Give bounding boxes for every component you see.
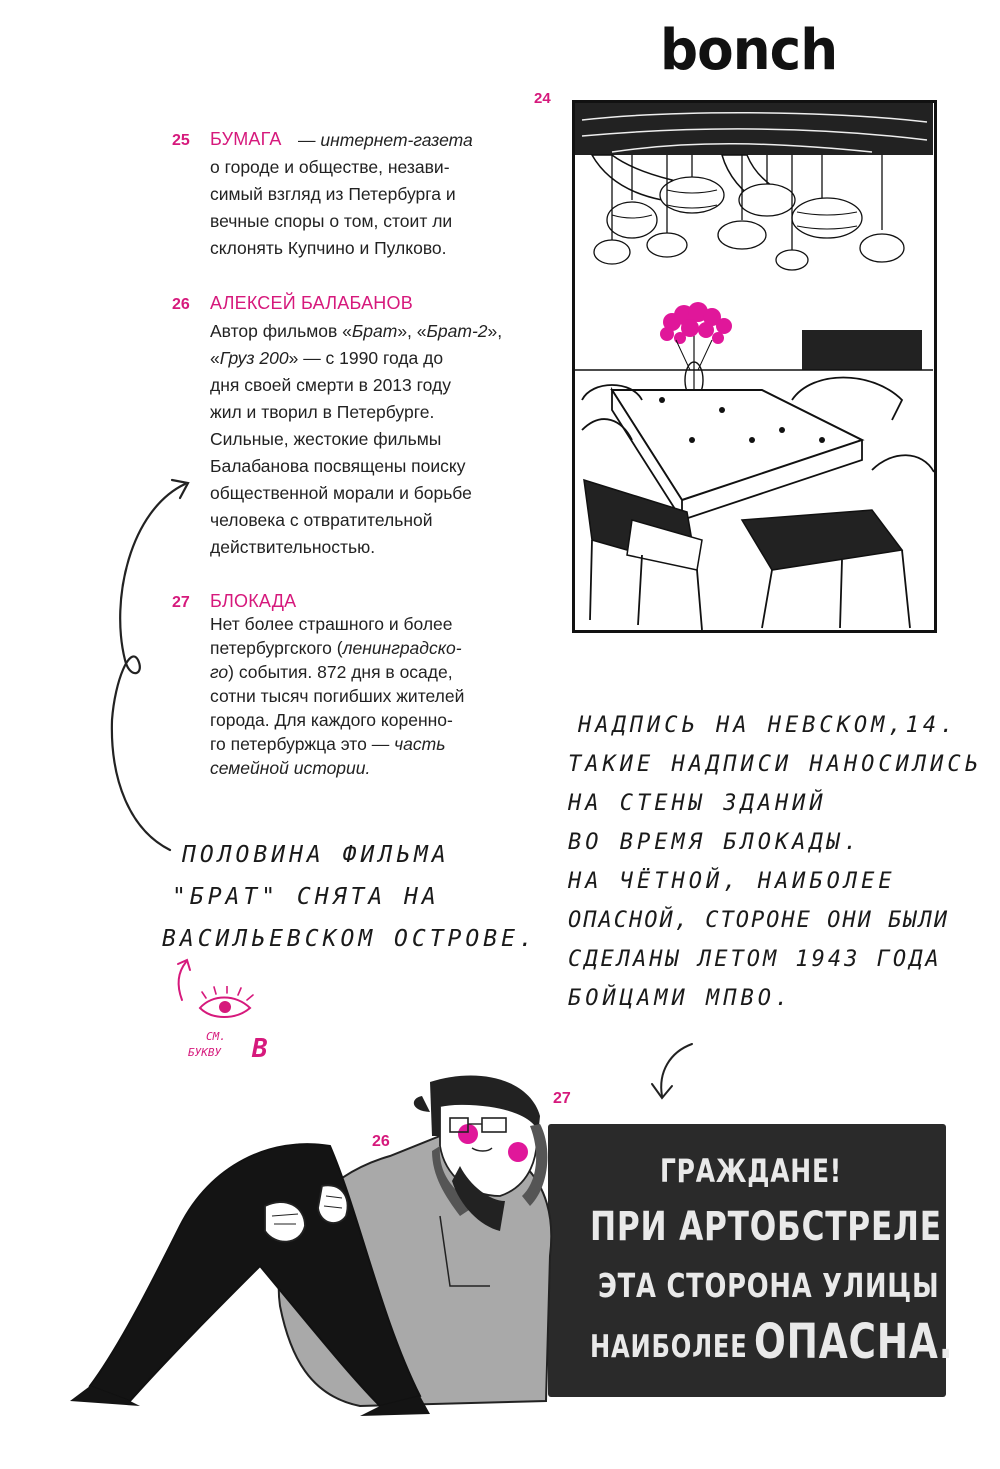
see-line2: БУКВУ (188, 1046, 222, 1059)
restaurant-interior-illustration (572, 100, 938, 634)
text-run: симый взгляд из Петербурга и (210, 184, 456, 204)
sign-line1: ГРАЖДАНЕ! (660, 1152, 842, 1190)
entry-number: 27 (172, 594, 190, 611)
body-line (210, 127, 502, 154)
note-line: ОПАСНОЙ, СТОРОНЕ ОНИ БЫЛИ (568, 908, 950, 933)
text-run: вечные споры о том, стоит ли (210, 211, 453, 231)
entry-heading: БУМАГА (210, 129, 282, 149)
text-run: города. Для каждого коренно- (210, 710, 453, 730)
text-run: Балабанова посвящены поиску (210, 456, 466, 476)
see-letter: В (252, 1034, 268, 1064)
note-line: БОЙЦАМИ МПВО. (568, 986, 793, 1011)
text-run: склонять Купчино и Пулково. (210, 238, 447, 258)
note-line: "БРАТ" СНЯТА НА (172, 884, 440, 910)
entry-body (210, 127, 502, 262)
sign-line2: ПРИ АРТОБСТРЕЛЕ (590, 1204, 942, 1250)
text-run: « (210, 348, 220, 368)
see-line1: СМ. (206, 1030, 226, 1043)
text-run: Нет более страшного и более (210, 614, 453, 634)
eye-icon (192, 986, 262, 1026)
down-arrow-icon (640, 1038, 700, 1108)
note-nevsky (568, 706, 982, 1018)
sign-line4a: НАИБОЛЕЕ (590, 1329, 748, 1365)
note-line: НА СТЕНЫ ЗДАНИЙ (568, 791, 827, 816)
text-run: ) события. 872 дня в осаде, (228, 662, 453, 682)
blockade-sign (548, 1124, 954, 1397)
body-line (210, 235, 502, 262)
marker-27: 27 (553, 1090, 571, 1107)
entry-heading: БЛОКАДА (210, 591, 297, 611)
italic-run: го (210, 662, 229, 682)
note-line: СДЕЛАНЫ ЛЕТОМ 1943 ГОДА (568, 947, 942, 972)
curved-arrow-icon (100, 470, 300, 870)
italic-run: Груз 200 (219, 348, 289, 368)
italic-run: интернет-газета (320, 130, 473, 150)
italic-run: Брат-2 (426, 321, 488, 341)
italic-run: семейной истории. (210, 758, 371, 778)
body-line (210, 318, 502, 345)
body-line (210, 154, 502, 181)
sign-line3: ЭТА СТОРОНА УЛИЦЫ (598, 1266, 940, 1305)
entry-heading: АЛЕКСЕЙ БАЛАБАНОВ (210, 293, 413, 313)
body-line (210, 372, 502, 399)
body-line (210, 208, 502, 235)
body-line (210, 399, 502, 426)
text-run: » — с 1990 года до (288, 348, 444, 368)
text-run: Автор фильмов « (210, 321, 352, 341)
note-line: ПОЛОВИНА ФИЛЬМА (182, 842, 450, 868)
text-run: го петербуржца это — (210, 734, 395, 754)
text-run: », (487, 321, 503, 341)
text-run: дня своей смерти в 2013 году (210, 375, 451, 395)
body-line (210, 181, 502, 208)
text-run: человека с отвратительной (210, 510, 433, 530)
italic-run: ленинградско- (342, 638, 462, 658)
note-line: ВО ВРЕМЯ БЛОКАДЫ. (568, 830, 862, 855)
italic-run: Брат (351, 321, 398, 341)
entry-number: 25 (172, 132, 190, 149)
entry-number: 26 (172, 296, 190, 313)
note-line: НА ЧЁТНОЙ, НАИБОЛЕЕ (568, 869, 896, 894)
body-line (210, 426, 502, 453)
text-run: общественной морали и борьбе (210, 483, 472, 503)
balabanov-illustration (60, 1056, 560, 1436)
note-line: ВАСИЛЬЕВСКОМ ОСТРОВЕ. (162, 926, 537, 952)
text-run: жил и творил в Петербурге. (210, 402, 435, 422)
note-line: ТАКИЕ НАДПИСИ НАНОСИЛИСЬ (568, 752, 982, 777)
bonch-logo: bonch (660, 18, 838, 83)
text-run: — (298, 130, 321, 150)
text-run: действительностью. (210, 537, 376, 557)
text-run: сотни тысяч погибших жителей (210, 686, 465, 706)
text-run: Сильные, жестокие фильмы (210, 429, 442, 449)
text-run: о городе и обществе, незави- (210, 157, 450, 177)
sign-line4b: ОПАСНА. (754, 1314, 954, 1370)
text-run: петербургского ( (210, 638, 343, 658)
marker-26: 26 (372, 1133, 390, 1150)
note-brat (162, 834, 537, 960)
italic-run: часть (394, 734, 446, 754)
text-run: », « (397, 321, 427, 341)
body-line (210, 345, 502, 372)
note-line: НАДПИСЬ НА НЕВСКОМ,14. (578, 713, 958, 738)
marker-24: 24 (534, 90, 551, 107)
